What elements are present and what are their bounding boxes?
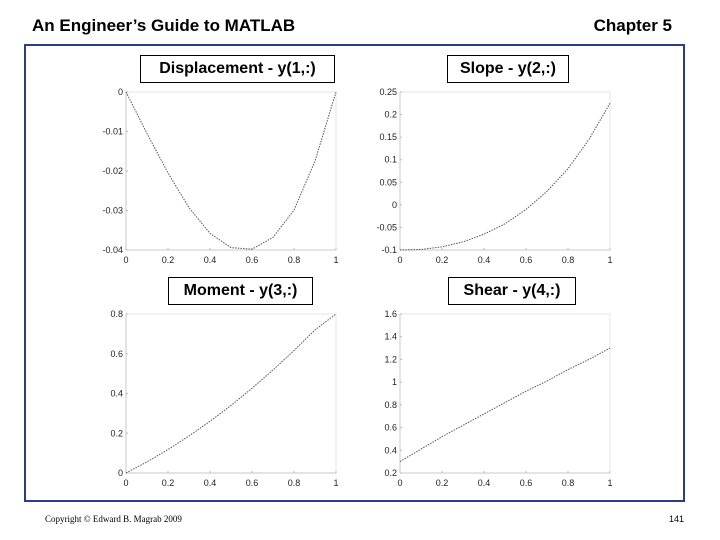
y-tick-label: 0 <box>117 468 123 478</box>
series-line-1 <box>400 103 610 250</box>
y-tick-label: 0.2 <box>384 109 397 120</box>
y-tick-label: 0.1 <box>384 154 397 165</box>
x-tick-label: 0.4 <box>477 255 491 265</box>
y-tick-label: 0.8 <box>110 309 123 319</box>
x-tick-label: 0.8 <box>561 478 575 488</box>
chart-title-shear: Shear - y(4,:) <box>448 277 576 305</box>
y-tick-label: -0.01 <box>102 126 123 137</box>
x-tick-label: 0 <box>397 478 403 488</box>
x-tick-label: 0.4 <box>203 255 217 265</box>
y-tick-label: 0.4 <box>384 445 397 456</box>
page-header-title: An Engineer’s Guide to MATLAB <box>32 16 296 35</box>
y-tick-label: 1.6 <box>384 309 397 319</box>
x-tick-label: 0.6 <box>519 478 533 488</box>
plot-area-2 <box>126 314 336 473</box>
x-tick-label: 0.8 <box>561 255 575 265</box>
y-tick-label: -0.03 <box>102 205 123 216</box>
y-tick-label: 0.05 <box>379 177 397 188</box>
page-number: 141 <box>668 514 684 524</box>
copyright-text: Copyright © Edward B. Magrab 2009 <box>45 514 182 524</box>
y-tick-label: 1.2 <box>384 354 397 365</box>
x-tick-label: 0 <box>397 255 403 265</box>
plot-area-3 <box>400 314 610 473</box>
y-tick-label: 0.2 <box>110 428 123 439</box>
y-tick-label: 0.6 <box>110 348 123 359</box>
y-tick-label: 0 <box>391 199 397 210</box>
y-tick-label: 1.4 <box>384 331 397 342</box>
x-tick-label: 1 <box>607 478 613 488</box>
x-tick-label: 0.2 <box>435 255 449 265</box>
chart-title-moment: Moment - y(3,:) <box>168 277 313 305</box>
chart-title-slope: Slope - y(2,:) <box>447 55 569 83</box>
x-tick-label: 0.6 <box>245 478 259 488</box>
series-line-2 <box>126 314 336 473</box>
y-tick-label: -0.05 <box>376 222 397 233</box>
chapter-label: Chapter 5 <box>593 16 672 35</box>
x-tick-label: 0 <box>123 255 129 265</box>
y-tick-label: 0.25 <box>379 87 397 97</box>
y-tick-label: -0.04 <box>102 245 123 255</box>
plot-area-0 <box>126 92 336 250</box>
plot-area-1 <box>400 92 610 250</box>
chart-title-displacement: Displacement - y(1,:) <box>140 55 335 83</box>
x-tick-label: 0.6 <box>519 255 533 265</box>
series-line-3 <box>400 348 610 462</box>
y-tick-label: 0 <box>117 87 123 97</box>
x-tick-label: 0.2 <box>435 478 449 488</box>
y-tick-label: 1 <box>391 377 397 388</box>
x-tick-label: 1 <box>333 255 339 265</box>
y-tick-label: -0.02 <box>102 166 123 176</box>
x-tick-label: 1 <box>333 478 339 488</box>
x-tick-label: 0.2 <box>161 255 175 265</box>
y-tick-label: 0.2 <box>384 468 397 478</box>
y-tick-label: 0.4 <box>110 388 123 399</box>
x-tick-label: 0.4 <box>203 478 217 488</box>
series-line-0 <box>126 92 336 249</box>
x-tick-label: 0.2 <box>161 478 175 488</box>
x-tick-label: 0.6 <box>245 255 259 265</box>
y-tick-label: -0.1 <box>381 245 397 255</box>
x-tick-label: 0 <box>123 478 129 488</box>
y-tick-label: 0.6 <box>384 422 397 433</box>
y-tick-label: 0.8 <box>384 399 397 410</box>
x-tick-label: 0.8 <box>287 255 301 265</box>
x-tick-label: 0.4 <box>477 478 491 488</box>
x-tick-label: 1 <box>607 255 613 265</box>
y-tick-label: 0.15 <box>379 132 397 143</box>
x-tick-label: 0.8 <box>287 478 301 488</box>
